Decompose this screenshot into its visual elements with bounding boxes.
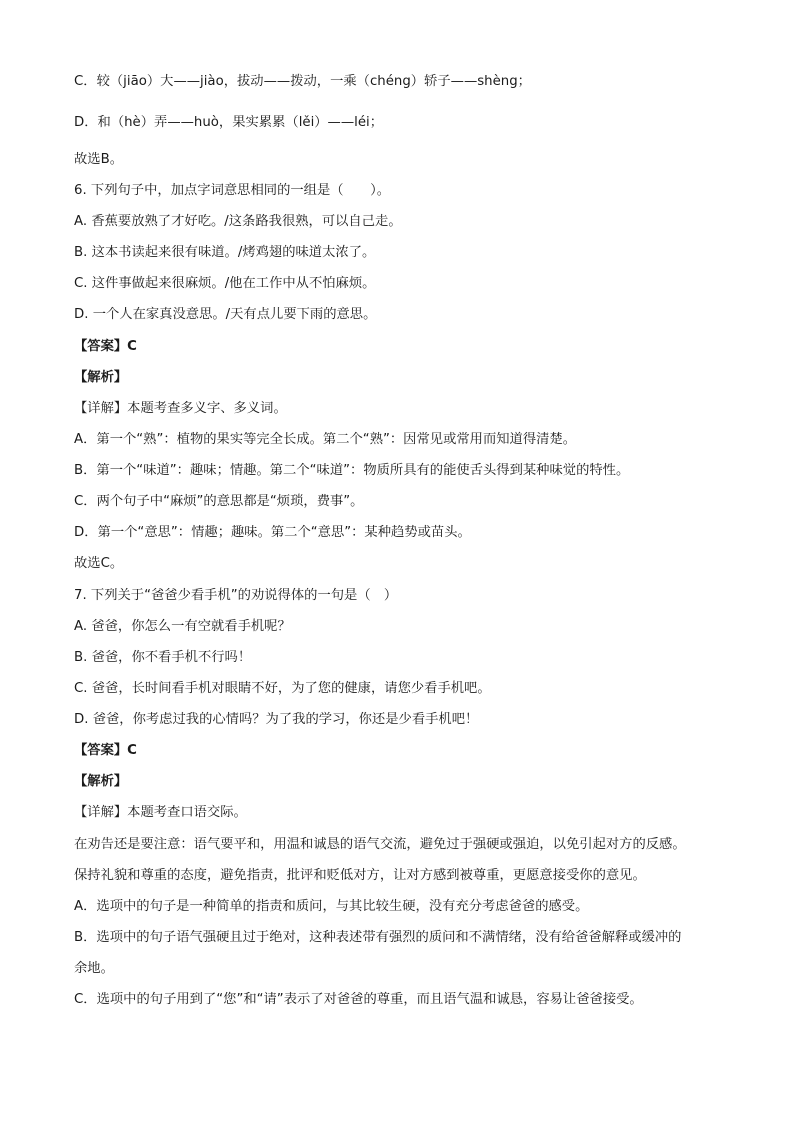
choice-line: 故选B。 — [74, 152, 124, 167]
explanation-a: A．第一个“熟”：植物的果实等完全长成。第二个“熟”：因常见或常用而知道得清楚。 — [74, 432, 577, 447]
analysis-label: 【解析】 — [74, 774, 128, 789]
analysis-label: 【解析】 — [74, 370, 128, 385]
question-7-option-b: B. 爸爸，你不看手机不行吗！ — [74, 650, 252, 665]
question-7-stem: 7. 下列关于“爸爸少看手机”的劝说得体的一句是（ ） — [74, 588, 398, 603]
explanation-c: C．两个句子中“麻烦”的意思都是“烦琐，费事”。 — [74, 494, 364, 509]
question-6-stem: 6. 下列句子中，加点字词意思相同的一组是（ ）。 — [74, 183, 391, 198]
question-7-option-c: C. 爸爸，长时间看手机对眼睛不好，为了您的健康，请您少看手机吧。 — [74, 681, 491, 696]
explanation-d: D．第一个“意思”：情趣；趣味。第二个“意思”：某种趋势或苗头。 — [74, 525, 471, 540]
question-7-option-d: D. 爸爸，你考虑过我的心情吗？为了我的学习，你还是少看手机吧！ — [74, 712, 479, 727]
question-6-option-c: C. 这件事做起来很麻烦。/他在工作中从不怕麻烦。 — [74, 276, 376, 291]
choice-line: 故选C。 — [74, 556, 124, 571]
explanation-b: B．第一个“味道”：趣味；情趣。第二个“味道”：物质所具有的能使舌头得到某种味觉的特性。 — [74, 463, 630, 478]
advice-paragraph-1: 在劝告还是要注意：语气要平和，用温和诚恳的语气交流，避免过于强硬或强迫，以免引起对方的反感。 — [74, 837, 686, 852]
question-6-option-a: A. 香蕉要放熟了才好吃。/这条路我很熟，可以自己走。 — [74, 214, 402, 229]
option-c-pinyin-line: C．较（jiāo）大——jiào，拔动——拨动，一乘（chéng）轿子——shèng； — [74, 74, 531, 89]
option-d-pinyin-line: D．和（hè）弄——huò，果实累累（lěi）——léi； — [74, 115, 384, 130]
answer-label: 【答案】C — [74, 339, 137, 354]
explanation-a: A．选项中的句子是一种简单的指责和质问，与其比较生硬，没有充分考虑爸爸的感受。 — [74, 899, 589, 914]
question-6-option-b: B. 这本书读起来很有味道。/烤鸡翅的味道太浓了。 — [74, 245, 376, 260]
detail-line: 【详解】本题考查多义字、多义词。 — [74, 401, 287, 416]
detail-line: 【详解】本题考查口语交际。 — [74, 805, 247, 820]
question-7-option-a: A. 爸爸，你怎么一有空就看手机呢？ — [74, 619, 291, 634]
advice-paragraph-2: 保持礼貌和尊重的态度，避免指责，批评和贬低对方，让对方感到被尊重，更愿意接受你的意见。 — [74, 868, 646, 883]
explanation-b: B．选项中的句子语气强硬且过于绝对，这种表述带有强烈的质问和不满情绪，没有给爸爸解释或缓冲的 — [74, 930, 682, 945]
explanation-c: C．选项中的句子用到了“您”和“请”表示了对爸爸的尊重，而且语气温和诚恳，容易让爸爸接受。 — [74, 992, 643, 1007]
explanation-b-continued: 余地。 — [74, 961, 114, 976]
answer-label: 【答案】C — [74, 743, 137, 758]
question-6-option-d: D. 一个人在家真没意思。/天有点儿要下雨的意思。 — [74, 307, 377, 322]
